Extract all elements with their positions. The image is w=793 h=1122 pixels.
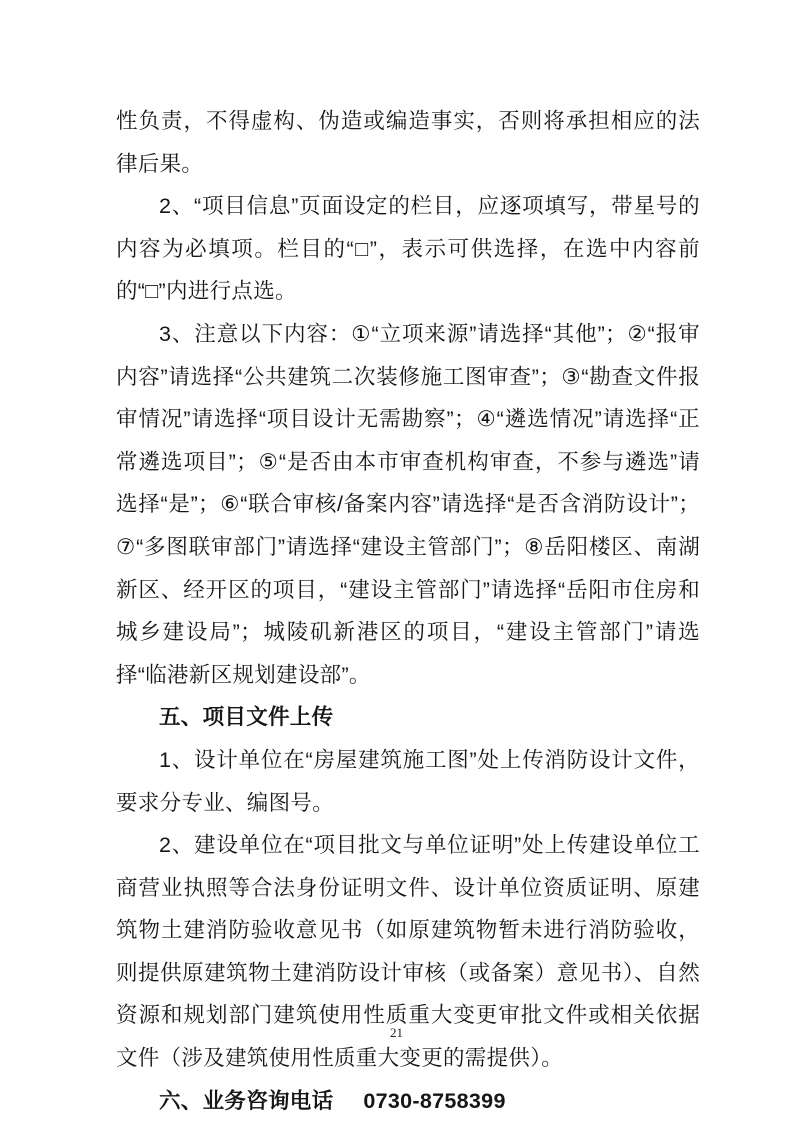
paragraph-item-2: 2、“项目信息”页面设定的栏目，应逐项填写，带星号的内容为必填项。栏目的“□”，表示可供选择，在选中内容前的“□”内进行点选。 xyxy=(116,194,700,304)
paragraph-item-3: 3、注意以下内容：①“立项来源”请选择“其他”；②“报审内容”请选择“公共建筑二次装修施工图审查”；③“勘查文件报审情况”请选择“项目设计无需勘察”；④“遴选情况”请选择“正常遴选项目”；⑤“是否由本市审查机构审查，不参与遴选”请选择“是”；⑥“联合审核/备案内容”请选择“是否含消防设计”；⑦“多图联审部门”请选择“建设主管部门”；⑧岳阳楼区、南湖新区、经开区的项目，“建设主管部门”请选择“岳阳市住房和城乡建设局”；城陵矶新港区的项目，“建设主管部门”请选择“临港新区规划建设部”。 xyxy=(116,321,700,687)
document-content xyxy=(116,100,700,1122)
page-number: 21 xyxy=(390,1025,403,1040)
contact-heading-label: 六、业务咨询电话 xyxy=(159,1088,334,1113)
section-heading-file-upload: 五、项目文件上传 xyxy=(159,705,334,730)
paragraph-upload-item-2: 2、建设单位在“项目批文与单位证明”处上传建设单位工商营业执照等合法身份证明文件、设计单位资质证明、原建筑物土建消防验收意见书（如原建筑物暂未进行消防验收，则提供原建筑物土建消防设计审核（或备案）意见书）、自然资源和规划部门建筑使用性质重大变更审批文件或相关依据文件（涉及建筑使用性质重大变更的需提供）。 xyxy=(116,833,700,1071)
section-heading-contact xyxy=(116,1080,700,1122)
paragraph-upload-item-1: 1、设计单位在“房屋建筑施工图”处上传消防设计文件，要求分专业、编图号。 xyxy=(116,747,700,815)
paragraph-continuation: 性负责，不得虚构、伪造或编造事实，否则将承担相应的法律后果。 xyxy=(116,109,700,176)
phone-number: 0730-8758399 xyxy=(363,1088,506,1113)
